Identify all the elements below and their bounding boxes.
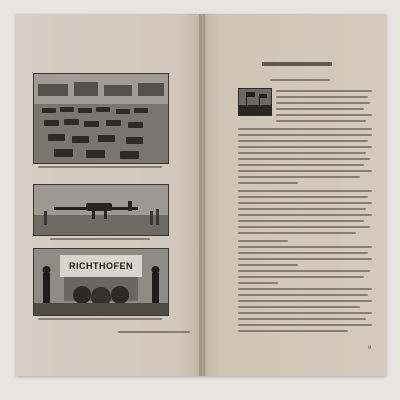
airfield-aerial-photo bbox=[33, 73, 169, 164]
section-heading bbox=[262, 62, 332, 66]
photo-3-caption bbox=[38, 318, 162, 323]
page-number: 9 bbox=[368, 345, 372, 351]
photo-2-caption bbox=[38, 238, 162, 243]
right-page bbox=[202, 14, 386, 376]
flags-photo bbox=[238, 88, 272, 116]
book-gutter bbox=[199, 14, 205, 376]
memorial-inscription: RICHTHOFEN bbox=[69, 261, 133, 271]
aircraft-photo bbox=[33, 184, 169, 236]
photo-1-caption bbox=[38, 166, 162, 171]
richthofen-memorial-photo bbox=[33, 248, 169, 316]
photo-credit bbox=[118, 331, 190, 336]
